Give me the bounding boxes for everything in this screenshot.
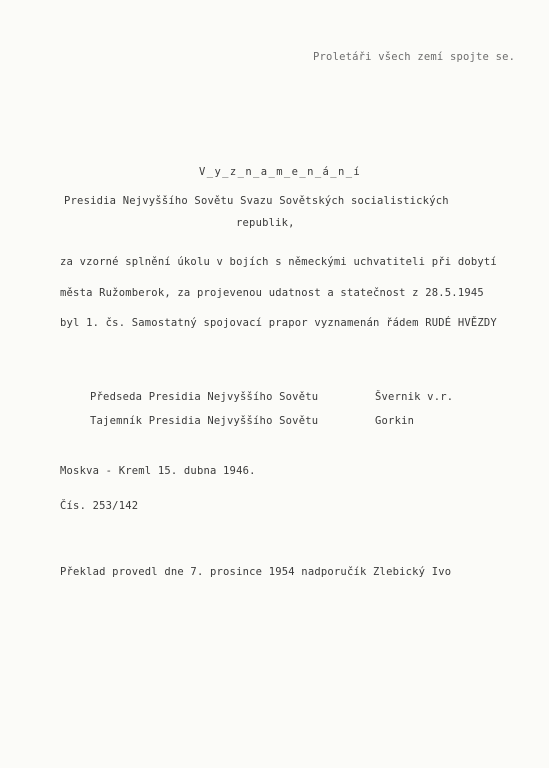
body-line-3: byl 1. čs. Samostatný spojovací prapor vyznamenán řádem RUDÉ HVĚZDY [60, 317, 497, 329]
signatory-2-name: Gorkin [375, 415, 415, 427]
signatory-2-role: Tajemník Presidia Nejvyššího Sovětu [90, 415, 319, 427]
translation-note: Překlad provedl dne 7. prosince 1954 nadporučík Zlebický Ivo [60, 566, 452, 578]
signatory-1-name: Švernik v.r. [375, 391, 454, 403]
body-line-2: města Ružomberok, za projevenou udatnost a statečnost z 28.5.1945 [60, 287, 484, 299]
issuer-line-2: republik, [236, 217, 295, 229]
issuer-line-1: Presidia Nejvyššího Sovětu Svazu Sovětských socialistických [64, 195, 449, 207]
place-date: Moskva - Kreml 15. dubna 1946. [60, 465, 256, 477]
reference-number: Čís. 253/142 [60, 500, 139, 512]
document-title: V_y_z_n_a_m_e_n_á_n_í [199, 166, 362, 178]
signatory-1-role: Předseda Presidia Nejvyššího Sovětu [90, 391, 319, 403]
body-line-1: za vzorné splnění úkolu v bojích s německými uchvatiteli při dobytí [60, 256, 497, 268]
motto: Proletáři všech zemí spojte se. [313, 51, 516, 63]
